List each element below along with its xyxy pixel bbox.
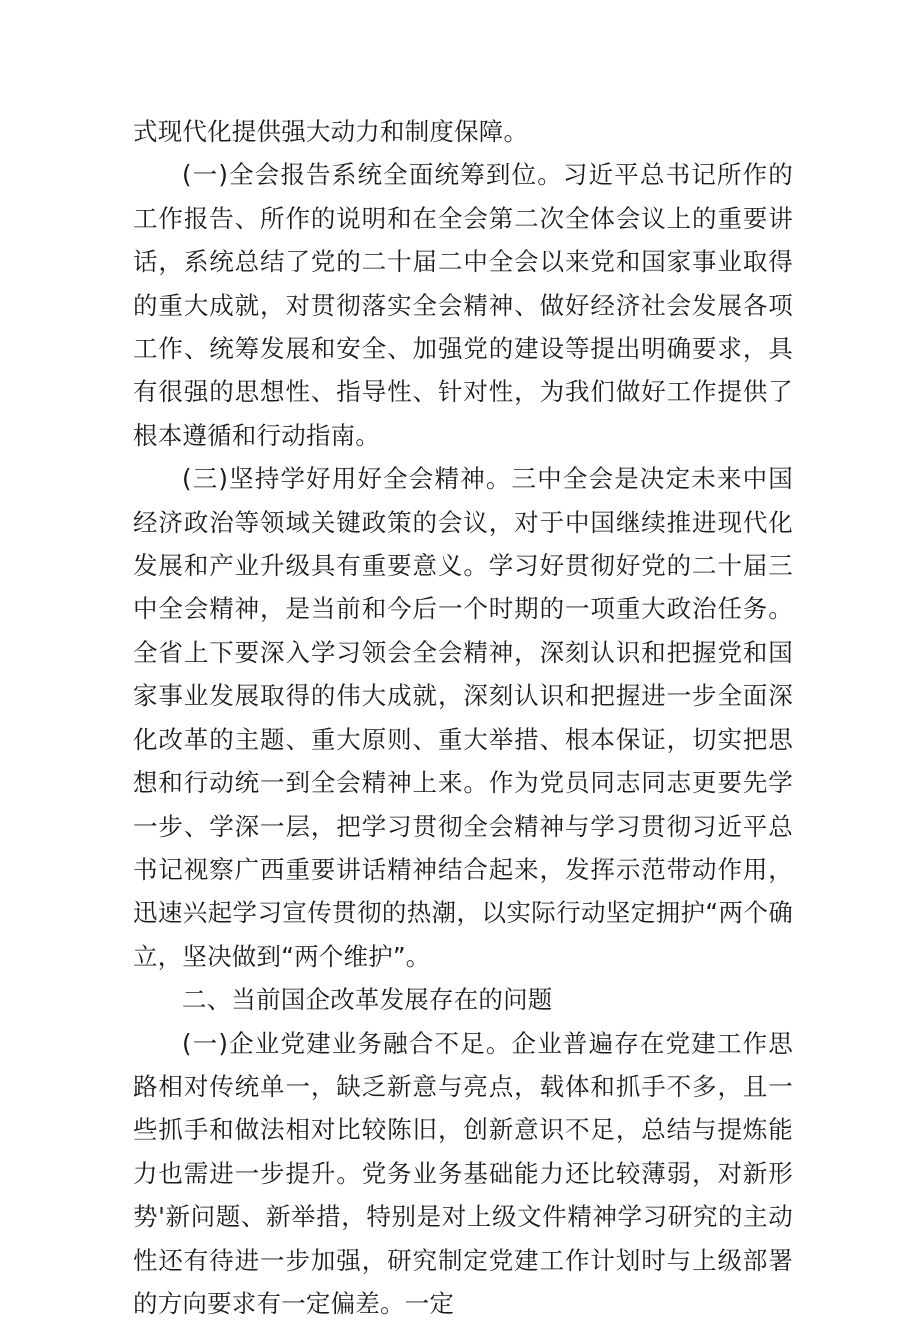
document-body (133, 110, 793, 1325)
paragraph-continuation: 式现代化提供强大动力和制度保障。 (133, 117, 529, 146)
paragraph-party-building: (一)企业党建业务融合不足。企业普遍存在党建工作思路相对传统单一，缺乏新意与亮点，载体和抓手不多，且一些抓手和做法相对比较陈旧，创新意识不足，总结与提炼能力也需进一步提升。党务业务基础能力还比较薄弱，对新形势'新问题、新举措，特别是对上级文件精神学习研究的主动性还有待进一步加强，研究制定党建工作计划时与上级部署的方向要求有一定偏差。一定 (133, 1028, 793, 1318)
paragraph-study-spirit: (三)坚持学好用好全会精神。三中全会是决定未来中国经济政治等领域关键政策的会议，对于中国继续推进现代化发展和产业升级具有重要意义。学习好贯彻好党的二十届三中全会精神，是当前和今后一个时期的一项重大政治任务。全省上下要深入学习领会全会精神，深刻认识和把握党和国家事业发展取得的伟大成就，深刻认识和把握进一步全面深化改革的主题、重大原则、重大举措、根本保证，切实把思想和行动统一到全会精神上来。作为党员同志同志更要先学一步、学深一层，把学习贯彻全会精神与学习贯彻习近平总书记视察广西重要讲话精神结合起来，发挥示范带动作用，迅速兴起学习宣传贯彻的热潮，以实际行动坚定拥护“两个确立，坚决做到“两个维护”。 (133, 464, 793, 971)
paragraph-plenary-report: (一)全会报告系统全面统筹到位。习近平总书记所作的工作报告、所作的说明和在全会第二次全体会议上的重要讲话，系统总结了党的二十届二中全会以来党和国家事业取得的重大成就，对贯彻落实全会精神、做好经济社会发展各项工作、统筹发展和安全、加强党的建设等提出明确要求，具有很强的思想性、指导性、针对性，为我们做好工作提供了根本遵循和行动指南。 (133, 160, 793, 450)
section-heading-problems: 二、当前国企改革发展存在的问题 (182, 985, 553, 1015)
